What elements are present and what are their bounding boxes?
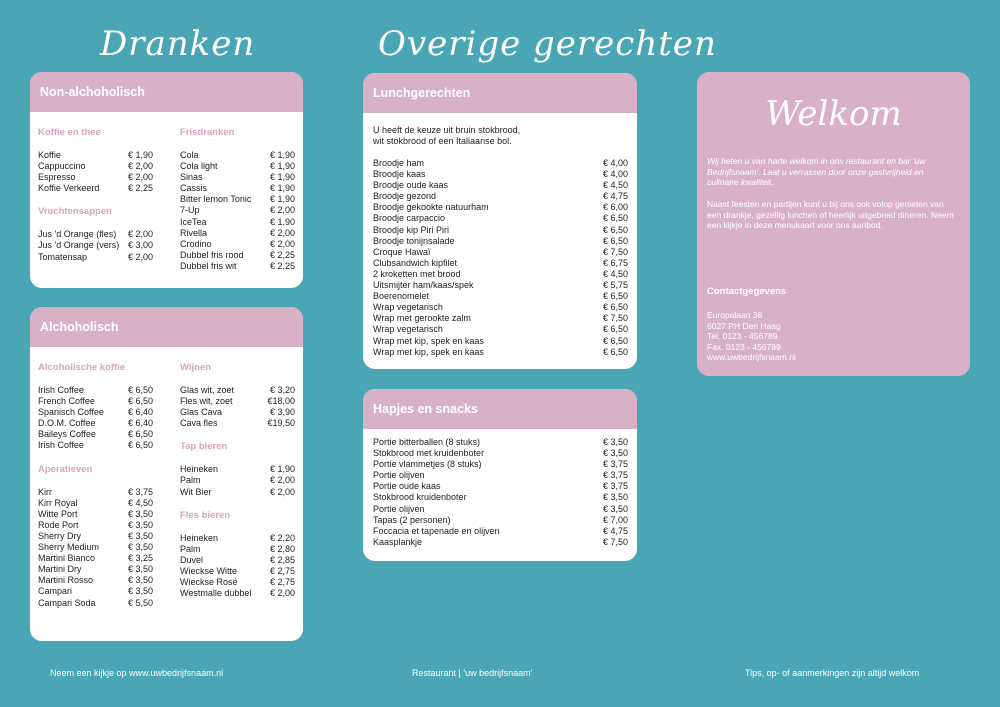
menu-item <box>38 407 153 418</box>
contact-title: Contactgegevens <box>707 286 787 297</box>
menu-item-price: € 3,75 <box>602 470 628 481</box>
menu-item <box>180 555 295 566</box>
menu-section-title: Wijnen <box>180 362 212 373</box>
menu-item-name: Crodino <box>180 238 212 249</box>
menu-item-name: Stokbrood kruidenboter <box>373 492 467 503</box>
contact-website[interactable]: www.uwbedrijfsnaam.nl <box>707 352 796 363</box>
menu-item-price: € 6,50 <box>602 224 628 235</box>
menu-item-price: € 2,20 <box>269 532 295 543</box>
menu-item-name: Palm <box>180 475 201 486</box>
menu-item-price: € 3,50 <box>602 503 628 514</box>
menu-item <box>180 566 295 577</box>
menu-item <box>373 269 628 280</box>
menu-item-price: € 3,20 <box>269 385 295 395</box>
menu-item-price: € 2,00 <box>127 172 153 183</box>
menu-item-name: Sinas <box>180 172 203 183</box>
menu-item-price: € 3,50 <box>127 542 153 553</box>
menu-item <box>373 291 628 302</box>
menu-item-price: € 3,50 <box>127 586 153 597</box>
menu-item-name: Wieckse Rosé <box>180 577 238 588</box>
menu-item <box>38 229 153 240</box>
menu-item-name: Kaasplankje <box>373 536 423 547</box>
menu-item-name: Tomatensap <box>38 251 88 262</box>
menu-item-name: Martini Bianco <box>38 553 96 564</box>
menu-item-price: € 3,50 <box>127 530 153 541</box>
menu-item <box>38 542 153 553</box>
menu-item-price: € 4,00 <box>602 158 628 168</box>
lunch-intro-line-1: U heeft de keuze uit bruin stokbrood, <box>373 125 521 135</box>
menu-item-price: € 3,25 <box>127 553 153 564</box>
menu-item-name: IceTea <box>180 216 207 227</box>
menu-item-price: € 4,50 <box>602 180 628 191</box>
menu-item-price: € 2,00 <box>127 251 153 262</box>
menu-item-name: Bitter lemon Tonic <box>180 194 252 205</box>
menu-item-price: € 7,00 <box>602 514 628 525</box>
menu-item-price: € 6,50 <box>127 385 153 395</box>
menu-item <box>373 180 628 191</box>
menu-item-name: Baileys Coffee <box>38 429 96 440</box>
menu-item <box>373 437 628 448</box>
menu-item-name: Stokbrood met kruidenboter <box>373 448 485 459</box>
menu-item <box>180 172 295 183</box>
menu-item-price: € 2,00 <box>269 475 295 486</box>
welcome-paragraph-1: Wij heten u van harte welkom in ons restaurant en bar 'uw Bedrijfsnaam'. Laat u verrassen door onze gastvrijheid en culinaire kwaliteit. <box>707 156 926 188</box>
menu-item-name: Cava fles <box>180 418 218 429</box>
lunch-card-title: Lunchgerechten <box>363 73 637 113</box>
menu-item-price: € 1,90 <box>269 216 295 227</box>
menu-item <box>38 498 153 509</box>
snacks-list <box>373 437 628 548</box>
menu-item-name: Fles wit, zoet <box>180 396 233 407</box>
menu-item-name: Martini Dry <box>38 564 82 575</box>
welcome-card <box>697 72 970 376</box>
menu-item <box>180 418 295 429</box>
menu-item-price: € 3,50 <box>127 575 153 586</box>
menu-item-price: € 4,75 <box>602 525 628 536</box>
menu-item-name: Portie olijven <box>373 503 425 514</box>
menu-item <box>373 225 628 236</box>
menu-item <box>373 247 628 258</box>
menu-item-price: € 1,90 <box>127 150 153 160</box>
menu-item-name: Boerenomelet <box>373 291 430 302</box>
menu-item-name: Glas Cava <box>180 407 223 418</box>
menu-item-name: Westmalle dubbel <box>180 588 252 599</box>
welcome-paragraph-2: Naast feesten en partijen kunt u bij ons ook volop genieten van een drankje, gezellig lunchen of heerlijk uitgebreid dineren. Neem een kijkje in deze menukaart voor ons aanbod. <box>707 199 954 231</box>
menu-item-price: € 2,75 <box>269 565 295 576</box>
menu-item <box>180 183 295 194</box>
menu-item-name: Campari <box>38 586 73 597</box>
menu-item <box>38 429 153 440</box>
contact-fax: Fax. 0123 - 456789 <box>707 341 781 352</box>
menu-item-price: € 6,50 <box>602 213 628 224</box>
nonalc-card <box>30 72 303 288</box>
menu-item-name: French Coffee <box>38 396 95 407</box>
menu-item-name: Koffie Verkeerd <box>38 183 100 194</box>
menu-item-price: € 6,50 <box>602 291 628 302</box>
menu-item <box>373 459 628 470</box>
menu-item <box>38 161 153 172</box>
menu-item <box>38 183 153 194</box>
menu-item-price: € 6,50 <box>602 235 628 246</box>
menu-item-name: Wrap met gerookte zalm <box>373 313 471 324</box>
other-dishes-heading: Overige gerechten <box>378 24 717 64</box>
menu-item-price: € 3,75 <box>602 481 628 492</box>
menu-item <box>180 239 295 250</box>
menu-item-name: Witte Port <box>38 508 78 519</box>
menu-item-price: € 5,50 <box>127 597 153 608</box>
menu-section <box>180 509 295 600</box>
menu-item <box>180 250 295 261</box>
menu-item-name: Wit Bier <box>180 486 212 497</box>
menu-item <box>373 448 628 459</box>
menu-item-name: Broodje ham <box>373 158 425 168</box>
menu-item-name: Kirr Royal <box>38 497 78 508</box>
menu-item-name: Espresso <box>38 172 76 183</box>
menu-item-name: Broodje carpaccio <box>373 213 446 224</box>
welcome-title: Welkom <box>765 94 902 134</box>
menu-item-price: € 2,00 <box>127 229 153 240</box>
menu-item <box>38 172 153 183</box>
alc-card <box>30 307 303 641</box>
menu-item-price: €19,50 <box>267 418 295 429</box>
menu-item-price: € 6,50 <box>127 429 153 440</box>
menu-item-price: € 3,90 <box>269 407 295 418</box>
menu-item <box>38 509 153 520</box>
menu-item-price: € 2,00 <box>269 205 295 216</box>
contact-details <box>707 310 956 363</box>
menu-item-name: Martini Rosso <box>38 575 94 586</box>
menu-item-price: € 6,50 <box>602 346 628 357</box>
menu-item <box>38 150 153 161</box>
menu-item-price: € 3,00 <box>127 240 153 251</box>
nonalc-left-column <box>38 126 153 263</box>
menu-item <box>180 407 295 418</box>
menu-item-price: € 2,00 <box>269 227 295 238</box>
menu-item <box>180 396 295 407</box>
menu-item-name: Wrap vegetarisch <box>373 324 443 335</box>
menu-item <box>373 336 628 347</box>
menu-item <box>38 240 153 251</box>
menu-item-name: Portie bitterballen (8 stuks) <box>373 437 481 447</box>
menu-item <box>38 564 153 575</box>
menu-item-price: € 2,80 <box>269 543 295 554</box>
menu-item <box>180 194 295 205</box>
menu-item-name: 2 kroketten met brood <box>373 268 461 279</box>
menu-item <box>373 191 628 202</box>
menu-item-price: € 1,90 <box>269 183 295 194</box>
snacks-card-title: Hapjes en snacks <box>363 389 637 429</box>
menu-item-price: € 6,50 <box>602 335 628 346</box>
menu-item-price: € 3,75 <box>602 459 628 470</box>
menu-item-price: € 3,75 <box>127 486 153 497</box>
menu-item <box>373 504 628 515</box>
alc-right-column <box>180 361 295 599</box>
menu-item-price: € 2,00 <box>269 588 295 599</box>
menu-item <box>373 515 628 526</box>
footer-feedback-note: Tips, op- of aanmerkingen zijn altijd welkom <box>745 668 920 678</box>
menu-item-name: Foccacia et tapenade en olijven <box>373 525 500 536</box>
menu-item-name: Glas wit, zoet <box>180 385 235 395</box>
menu-item-price: € 4,75 <box>602 191 628 202</box>
lunch-list <box>373 158 628 358</box>
menu-item-name: Heineken <box>180 532 219 543</box>
menu-item-price: € 2,25 <box>269 260 295 271</box>
menu-section-title: Fles bieren <box>180 509 231 521</box>
menu-item <box>373 258 628 269</box>
menu-item <box>180 161 295 172</box>
menu-item <box>38 553 153 564</box>
lunch-intro <box>373 125 520 147</box>
menu-item-name: Cassis <box>180 183 208 194</box>
menu-item <box>38 586 153 597</box>
menu-item-name: Uitsmijter ham/kaas/spek <box>373 280 474 291</box>
menu-item-name: Spanisch Coffee <box>38 407 104 418</box>
menu-item <box>373 537 628 548</box>
menu-item-price: € 1,90 <box>269 464 295 475</box>
menu-item <box>38 252 153 263</box>
menu-item-name: Cola <box>180 150 199 160</box>
menu-item <box>373 280 628 291</box>
menu-item-name: Broodje kaas <box>373 169 426 180</box>
nonalc-right-column <box>180 126 295 272</box>
menu-item-name: Irish Coffee <box>38 385 84 395</box>
menu-item <box>38 520 153 531</box>
menu-item <box>373 481 628 492</box>
menu-item-price: € 2,25 <box>127 183 153 194</box>
menu-section <box>38 205 153 262</box>
menu-item-price: € 6,50 <box>127 396 153 407</box>
menu-item-name: Campari Soda <box>38 597 96 608</box>
contact-phone: Tel. 0123 - 456789 <box>707 331 778 342</box>
menu-item-name: Jus 'd Orange (fles) <box>38 229 117 240</box>
menu-item <box>373 492 628 503</box>
menu-item-name: Irish Coffee <box>38 440 84 451</box>
menu-item-price: € 7,50 <box>602 246 628 257</box>
menu-item <box>180 150 295 161</box>
menu-item-name: Dubbel fris wit <box>180 260 237 271</box>
menu-item-name: Sherry Dry <box>38 530 82 541</box>
menu-item-price: € 3,50 <box>127 519 153 530</box>
menu-item <box>38 575 153 586</box>
menu-item-name: Portie oude kaas <box>373 481 441 492</box>
lunch-intro-line-2: wit stokbrood of een Italiaanse bol. <box>373 136 512 146</box>
menu-item <box>180 475 295 486</box>
menu-item <box>38 440 153 451</box>
lunch-card <box>363 73 637 369</box>
menu-item <box>373 313 628 324</box>
menu-item-price: € 2,75 <box>269 577 295 588</box>
menu-section <box>180 440 295 497</box>
menu-item <box>38 396 153 407</box>
menu-item-name: Broodje gekookte natuurham <box>373 202 489 213</box>
menu-item <box>373 213 628 224</box>
menu-section <box>38 361 153 452</box>
contact-address: Europalaan 36 <box>707 310 763 320</box>
menu-item-name: Broodje kip Piri Piri <box>373 224 450 235</box>
menu-item-name: Cappuccino <box>38 161 86 172</box>
menu-item-name: Broodje oude kaas <box>373 180 449 191</box>
menu-item-name: Duvel <box>180 554 204 565</box>
menu-item <box>373 324 628 335</box>
menu-item-price: € 1,90 <box>269 161 295 172</box>
menu-item <box>180 228 295 239</box>
menu-item-name: 7-Up <box>180 205 200 216</box>
menu-item-name: Broodje tonijnsalade <box>373 235 455 246</box>
menu-item <box>373 169 628 180</box>
menu-item <box>180 205 295 216</box>
menu-item <box>180 588 295 599</box>
menu-item <box>373 470 628 481</box>
menu-item-name: Rivella <box>180 227 208 238</box>
menu-item-price: € 6,40 <box>127 418 153 429</box>
menu-item <box>180 464 295 475</box>
menu-section-title: Tap bieren <box>180 441 228 453</box>
menu-item-name: Croque Hawaï <box>373 246 431 257</box>
menu-item-name: Kirr <box>38 486 52 497</box>
menu-item-price: € 4,50 <box>127 497 153 508</box>
menu-item-price: € 3,50 <box>127 508 153 519</box>
menu-item-name: Palm <box>180 543 201 554</box>
menu-item <box>38 385 153 396</box>
menu-item-name: Jus 'd Orange (vers) <box>38 240 120 251</box>
contact-city: 6027 PH Den Haag <box>707 320 781 331</box>
menu-section <box>38 126 153 194</box>
menu-item-price: € 7,50 <box>602 313 628 324</box>
menu-item-name: Dubbel fris rood <box>180 249 244 260</box>
footer-website-note[interactable]: Neem een kijkje op www.uwbedrijfsnaam.nl <box>50 668 224 678</box>
menu-item-price: €18,00 <box>267 396 295 407</box>
menu-item-price: € 6,50 <box>602 302 628 313</box>
menu-item <box>373 158 628 169</box>
menu-section-title: Vruchtensappen <box>38 206 112 218</box>
menu-item-price: € 6,50 <box>127 440 153 451</box>
menu-section <box>180 361 295 429</box>
menu-item <box>180 577 295 588</box>
menu-item-name: Heineken <box>180 464 219 475</box>
menu-item-name: Portie olijven <box>373 470 425 481</box>
menu-item <box>38 418 153 429</box>
menu-item <box>180 261 295 272</box>
menu-section-title: Koffie en thee <box>38 127 101 138</box>
menu-item-price: € 1,90 <box>269 194 295 205</box>
menu-item <box>373 302 628 313</box>
menu-section <box>180 126 295 272</box>
alc-card-title: Alchoholisch <box>30 307 303 347</box>
menu-item-price: € 3,50 <box>602 492 628 503</box>
menu-item-price: € 5,75 <box>602 280 628 291</box>
menu-item-name: Wrap met kip, spek en kaas <box>373 346 484 357</box>
menu-item-price: € 6,00 <box>602 202 628 213</box>
menu-item-name: Portie vlammetjes (8 stuks) <box>373 459 482 470</box>
menu-item-name: Wrap met kip, spek en kaas <box>373 335 484 346</box>
menu-item <box>38 531 153 542</box>
menu-item-price: € 6,40 <box>127 407 153 418</box>
menu-item <box>38 487 153 498</box>
menu-item-name: Sherry Medium <box>38 542 100 553</box>
menu-item-price: € 2,00 <box>269 486 295 497</box>
menu-item-price: € 1,90 <box>269 150 295 160</box>
menu-item-price: € 3,50 <box>602 437 628 447</box>
menu-item-name: Wrap vegetarisch <box>373 302 443 313</box>
menu-item <box>373 347 628 358</box>
menu-item-price: € 2,25 <box>269 249 295 260</box>
menu-item <box>180 385 295 396</box>
menu-item-name: Clubsandwich kipfilet <box>373 257 458 268</box>
menu-item-price: € 7,50 <box>602 536 628 547</box>
menu-item <box>373 236 628 247</box>
menu-item <box>180 533 295 544</box>
menu-item-price: € 6,75 <box>602 257 628 268</box>
menu-item <box>373 202 628 213</box>
menu-section <box>38 463 153 609</box>
menu-item-name: Koffie <box>38 150 61 160</box>
menu-item-name: Cola light <box>180 161 218 172</box>
menu-item <box>373 526 628 537</box>
drinks-heading: Dranken <box>100 24 256 64</box>
nonalc-card-title: Non-alchoholisch <box>30 72 303 112</box>
menu-item-price: € 2,00 <box>127 161 153 172</box>
snacks-card <box>363 389 637 561</box>
menu-item-name: Wieckse Witte <box>180 565 238 576</box>
menu-item-name: Rode Port <box>38 519 79 530</box>
menu-item-price: € 1,90 <box>269 172 295 183</box>
footer-restaurant-name: Restaurant | 'uw bedrijfsnaam' <box>412 668 533 678</box>
menu-section-title: Aperatieven <box>38 463 93 475</box>
menu-item-price: € 4,00 <box>602 169 628 180</box>
menu-item-price: € 4,50 <box>602 268 628 279</box>
menu-item-price: € 3,50 <box>602 448 628 459</box>
menu-item-name: Broodje gezond <box>373 191 437 202</box>
menu-item <box>180 487 295 498</box>
menu-item-price: € 3,50 <box>127 564 153 575</box>
menu-item <box>38 598 153 609</box>
menu-section-title: Frisdranken <box>180 127 235 138</box>
menu-item <box>180 544 295 555</box>
menu-item-price: € 6,50 <box>602 324 628 335</box>
menu-item-name: D.O.M. Coffee <box>38 418 96 429</box>
menu-section-title: Alcoholische koffie <box>38 362 126 373</box>
alc-left-column <box>38 361 153 609</box>
menu-item <box>180 217 295 228</box>
menu-item-price: € 2,85 <box>269 554 295 565</box>
menu-item-name: Tapas (2 personen) <box>373 514 451 525</box>
menu-item-price: € 2,00 <box>269 238 295 249</box>
